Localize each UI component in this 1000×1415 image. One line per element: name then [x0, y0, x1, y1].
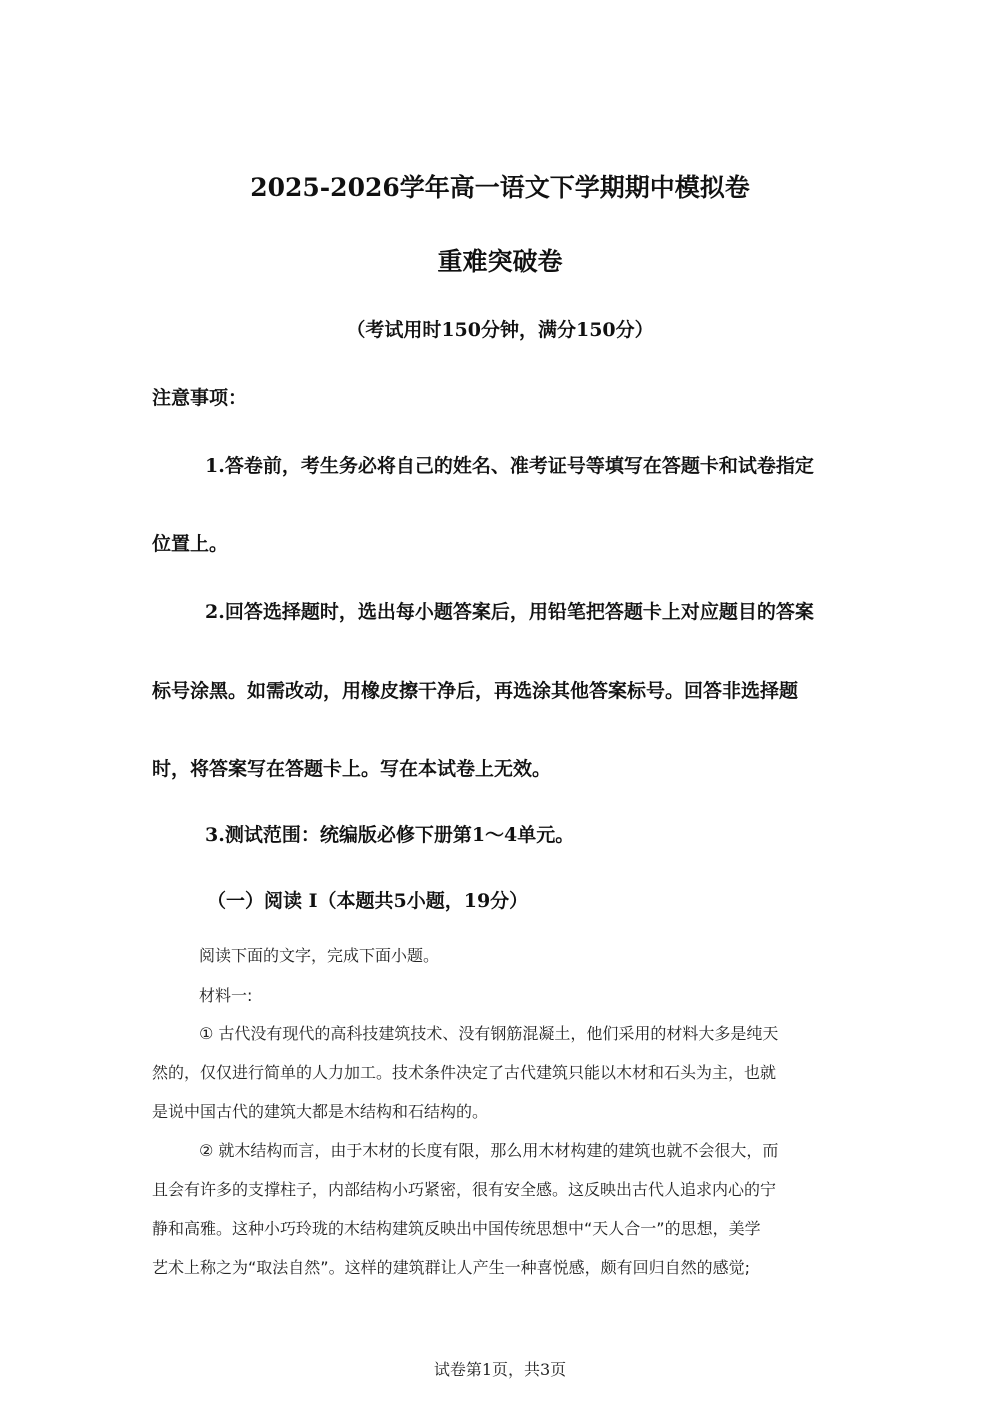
page-footer: 试卷第1页，共3页 — [433, 1360, 567, 1379]
paragraph-line: ① 古代没有现代的高科技建筑技术、没有钢筋混凝土，他们采用的材料大多是纯天 — [199, 1024, 779, 1043]
paragraph-line: 然的，仅仅进行简单的人力加工。技术条件决定了古代建筑只能以木材和石头为主，也就 — [152, 1063, 777, 1082]
paragraph-line: ② 就木结构而言，由于木材的长度有限，那么用木材构建的建筑也就不会很大，而 — [199, 1141, 779, 1160]
material-label: 材料一: — [199, 986, 253, 1005]
section-instruction: 阅读下面的文字，完成下面小题。 — [199, 946, 440, 965]
notice-heading: 注意事项： — [152, 387, 248, 409]
paragraph-line: 且会有许多的支撑柱子，内部结构小巧紧密，很有安全感。这反映出古代人追求内心的宁 — [152, 1180, 777, 1199]
section-heading: （一）阅读 I（本题共5小题，19分） — [207, 890, 529, 912]
notice-line: 2.回答选择题时，选出每小题答案后，用铅笔把答题卡上对应题目的答案 — [205, 601, 814, 623]
paragraph-line: 静和高雅。这种小巧玲珑的木结构建筑反映出中国传统思想中“天人合一”的思想，美学 — [152, 1219, 761, 1238]
paragraph-line: 艺术上称之为“取法自然”。这样的建筑群让人产生一种喜悦感，颇有回归自然的感觉; — [152, 1258, 750, 1277]
notice-line: 时，将答案写在答题卡上。写在本试卷上无效。 — [152, 758, 552, 780]
notice-line: 1.答卷前，考生务必将自己的姓名、准考证号等填写在答题卡和试卷指定 — [205, 455, 814, 477]
paragraph-line: 是说中国古代的建筑大都是木结构和石结构的。 — [152, 1102, 489, 1121]
exam-info: （考试用时150分钟，满分150分） — [346, 319, 654, 341]
exam-subtitle: 重难突破卷 — [437, 247, 563, 276]
notice-line: 3.测试范围：统编版必修下册第1～4单元。 — [205, 824, 575, 846]
notice-line: 标号涂黑。如需改动，用橡皮擦干净后，再选涂其他答案标号。回答非选择题 — [152, 680, 799, 702]
exam-title: 2025-2026学年高一语文下学期期中模拟卷 — [250, 173, 750, 202]
notice-line: 位置上。 — [152, 533, 229, 555]
